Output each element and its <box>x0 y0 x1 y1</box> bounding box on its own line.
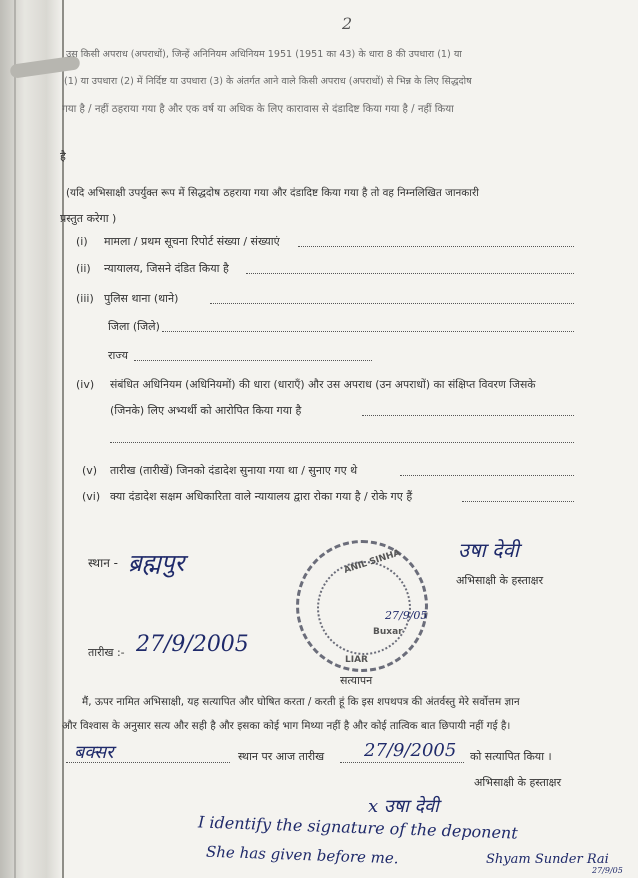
stamp-bottom-text: Buxar <box>373 627 403 637</box>
verification-place-blank <box>66 762 230 763</box>
stamp-date-handwritten: 27/9/05 <box>385 609 428 622</box>
item-ii-number: (ii) <box>76 262 91 275</box>
notary-stamp <box>296 540 428 672</box>
deponent-signature-handwritten: उषा देवी <box>458 538 519 562</box>
place-handwritten: ब्रह्मपुर <box>128 549 185 577</box>
identification-note-line-1: I identify the signature of the deponent <box>197 812 519 843</box>
state-blank <box>134 360 372 361</box>
verification-title: सत्यापन <box>340 674 373 687</box>
date-handwritten: 27/9/2005 <box>136 632 249 657</box>
verification-signature-caption: अभिसाक्षी के हस्ताक्षर <box>474 776 562 789</box>
identification-note-line-2: She has given before me. <box>205 842 399 868</box>
page-number: 2 <box>342 14 353 33</box>
item-iv-label-2: (जिनके) लिए अभ्यर्थी को आरोपित किया गया है <box>110 404 302 417</box>
item-iv-number: (iv) <box>76 378 95 391</box>
date-label: तारीख :- <box>88 646 125 659</box>
para-line-1: उस किसी अपराध (अपराधों), जिन्हें अनिनियम अधिनियम 1951 (1951 का 43) के धारा 8 की उपधारा (1) या <box>66 49 462 60</box>
item-v-label: तारीख (तारीखें) जिनको दंडादेश सुनाया गया था / सुनाए गए थे <box>110 464 358 477</box>
instruction-line-2: प्रस्तुत करेगा ) <box>60 212 117 225</box>
verification-mid-text: स्थान पर आज तारीख <box>238 750 325 763</box>
item-ii-blank <box>246 273 574 274</box>
para-line-3: गया है / नहीं ठहराया गया है और एक वर्ष या अधिक के लिए कारावास से दंडादिष्ट किया गया है / नहीं किया <box>62 104 454 115</box>
item-vi-label: क्या दंडादेश सक्षम अधिकारिता वाले न्यायालय द्वारा रोका गया है / रोके गए हैं <box>110 490 413 503</box>
item-i-label: मामला / प्रथम सूचना रिपोर्ट संख्या / संख्याएं <box>104 235 280 248</box>
district-blank <box>162 331 574 332</box>
identifier-signature-date: 27/9/05 <box>592 866 623 875</box>
item-vi-blank <box>462 501 574 502</box>
item-v-blank <box>400 475 574 476</box>
item-v-number: (v) <box>82 464 98 477</box>
district-label: जिला (जिले) <box>108 320 160 333</box>
item-iii-blank <box>210 303 574 304</box>
item-iv-blank-2 <box>110 442 574 443</box>
item-iv-label-1: संबंधित अधिनियम (अधिनियमों) की धारा (धाराएँ) और उस अपराध (उन अपराधों) का संक्षिप्त विवरण जिसके <box>110 378 536 391</box>
item-iii-label: पुलिस थाना (थाने) <box>104 292 179 305</box>
para-line-2: (1) या उपधारा (2) में निर्दिष्ट या उपधारा (3) के अंतर्गत आने वाले किसी अपराध (अपराधों) से भिन्न के लिए सिद्धदोष <box>64 76 472 87</box>
item-iv-blank-1 <box>362 415 574 416</box>
verification-place-handwritten: बक्सर <box>74 742 114 763</box>
deponent-signature-caption: अभिसाक्षी के हस्ताक्षर <box>456 574 544 587</box>
page-fold <box>0 0 64 878</box>
item-i-number: (i) <box>76 235 88 248</box>
verification-end-text: को सत्यापित किया । <box>470 750 552 763</box>
stamp-side-text: LIAR <box>345 655 368 665</box>
verification-date-blank <box>340 762 464 763</box>
item-i-blank <box>298 246 574 247</box>
instruction-line-1: (यदि अभिसाक्षी उपर्युक्त रूप में सिद्धदोष ठहराया गया और दंडादिष्ट किया गया है तो वह निम्नलिखित जानकारी <box>66 187 479 199</box>
item-iii-number: (iii) <box>76 292 94 305</box>
state-label: राज्य <box>108 349 129 362</box>
verification-line-1: मैं, ऊपर नामित अभिसाक्षी, यह सत्यापित और घोषित करता / करती हूं कि इस शपथपत्र की अंतर्वस्तु मेरे सर्वोत्तम ज्ञान <box>82 696 520 708</box>
identifier-signature: Shyam Sunder Rai <box>486 852 609 867</box>
notary-stamp-inner-ring <box>317 561 411 655</box>
item-vi-number: (vi) <box>82 490 101 503</box>
verification-date-handwritten: 27/9/2005 <box>364 740 457 761</box>
verification-signature-handwritten: x उषा देवी <box>368 796 439 817</box>
verification-line-2: और विश्वास के अनुसार सत्य और सही है और इसका कोई भाग मिथ्या नहीं है और कोई तात्विक बात छिपायी नहीं गई है। <box>62 720 511 732</box>
item-ii-label: न्यायालय, जिसने दंडित किया है <box>104 262 229 275</box>
stamp-top-text: ANIL SINHA <box>342 548 402 576</box>
para-line-4: है <box>60 150 66 163</box>
place-label: स्थान - <box>88 556 119 570</box>
